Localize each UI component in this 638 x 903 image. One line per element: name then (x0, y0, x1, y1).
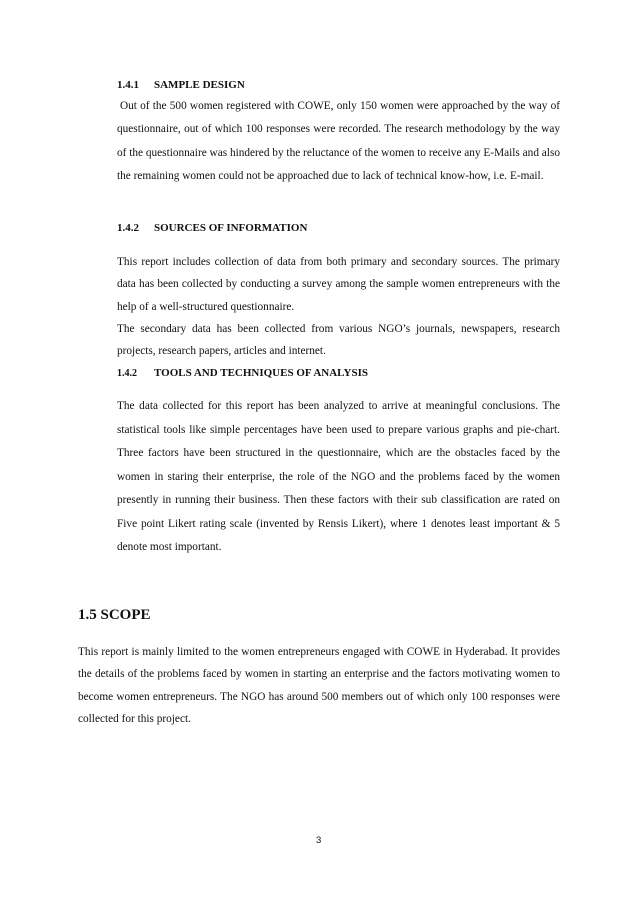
sources-paragraph (117, 251, 560, 362)
scope-paragraph (78, 641, 560, 730)
page-number: 3 (316, 835, 322, 846)
heading-sample-design (117, 78, 245, 92)
sample-design-paragraph (117, 95, 560, 189)
paragraph-text: Out of the 500 women registered with COWE, only 150 women were approached by the way of questionnaire, out of which 100 responses were recorded. The research methodology by the way of the questionnaire was hindered by the reluctance of the women to receive any E-Mails and also the remaining women could not be approached due to lack of technical know-how, i.e. E-mail. (117, 100, 560, 183)
paragraph-text: The data collected for this report has been analyzed to arrive at meaningful conclusions. The statistical tools like simple percentages have been used to prepare various graphs and pie-chart. Three factors have been structured in the questionnaire, which are the obstacles faced by the women in staring their enterprise, the role of the NGO and the problems faced by the women presently in running their business. Then these factors with their sub classification are rated on Five point Likert rating scale (invented by Rensis Likert), where 1 denotes least important & 5 denote most important. (117, 400, 560, 553)
section-number: 1.4.2 (117, 368, 137, 379)
paragraph-text: This report includes collection of data from both primary and secondary sources. The primary data has been collected by conducting a survey among the sample women entrepreneurs with the help of a well-structured questionnaire. (117, 256, 560, 313)
section-number: 1.4.2 (117, 222, 139, 234)
heading-sources-of-information (117, 221, 307, 235)
section-title: SOURCES OF INFORMATION (154, 222, 308, 234)
paragraph-text: This report is mainly limited to the women entrepreneurs engaged with COWE in Hyderabad. It provides the details of the problems faced by women in starting an enterprise and the factors motivating women to become women entrepreneurs. The NGO has around 500 members out of which only 100 responses were collected for this project. (78, 646, 560, 725)
paragraph-text: The secondary data has been collected from various NGO’s journals, newspapers, research projects, research papers, articles and internet. (117, 322, 560, 358)
heading-scope: 1.5 SCOPE (78, 607, 151, 623)
tools-paragraph (117, 395, 560, 560)
section-number: 1.4.1 (117, 79, 139, 91)
heading-tools-and-techniques (117, 366, 368, 381)
section-title: TOOLS AND TECHNIQUES OF ANALYSIS (154, 367, 368, 379)
section-title: SAMPLE DESIGN (154, 79, 245, 91)
